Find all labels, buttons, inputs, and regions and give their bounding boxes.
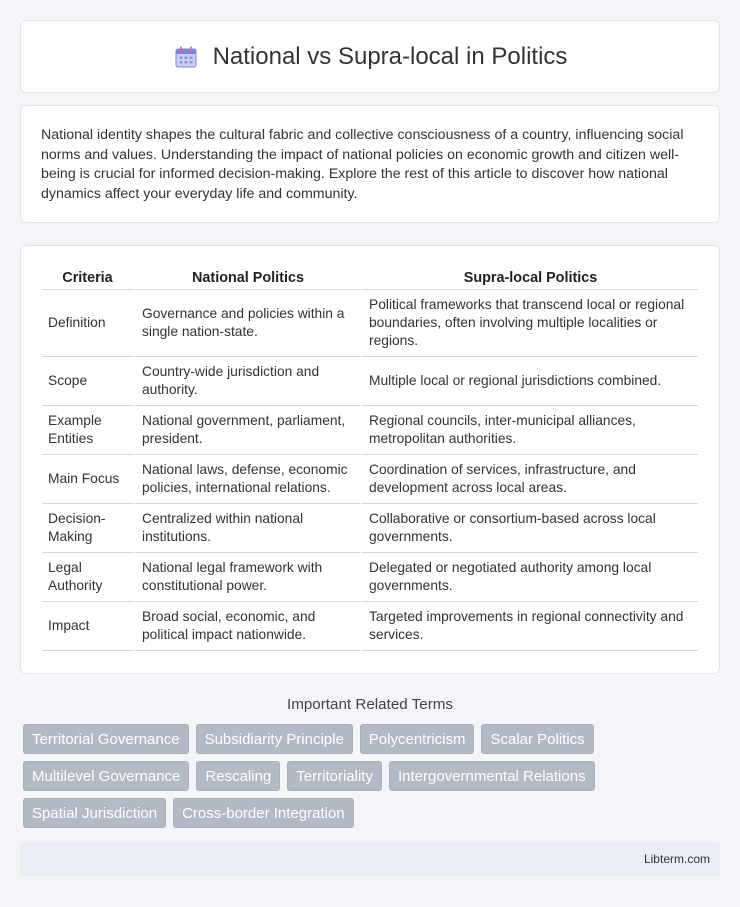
row-national: Broad social, economic, and political impact nationwide. xyxy=(133,602,360,651)
row-criteria: Decision-Making xyxy=(42,504,133,553)
related-terms-list xyxy=(20,724,720,828)
calendar-icon xyxy=(173,44,199,70)
table-row xyxy=(42,357,698,406)
related-term-tag[interactable]: Polycentricism xyxy=(360,724,475,754)
header-national: National Politics xyxy=(133,266,360,290)
row-national: Country-wide jurisdiction and authority. xyxy=(133,357,360,406)
related-term-tag[interactable]: Territorial Governance xyxy=(23,724,189,754)
related-term-tag[interactable]: Cross-border Integration xyxy=(173,798,354,828)
row-criteria: Impact xyxy=(42,602,133,651)
intro-text: National identity shapes the cultural fabric and collective consciousness of a country, influencing social norms and values. Understanding the impact of national policies on economic growth and citizen well-being is crucial for informed decision-making. Explore the rest of this article to discover how national dynamics affect your everyday life and community. xyxy=(41,127,684,202)
row-supra-local: Multiple local or regional jurisdictions combined. xyxy=(360,357,698,406)
comparison-table xyxy=(42,266,698,651)
related-term-tag[interactable]: Intergovernmental Relations xyxy=(389,761,595,791)
table-row xyxy=(42,602,698,651)
intro-card xyxy=(20,105,720,223)
related-term-tag[interactable]: Spatial Jurisdiction xyxy=(23,798,166,828)
row-criteria: Scope xyxy=(42,357,133,406)
header-criteria: Criteria xyxy=(42,266,133,290)
related-term-tag[interactable]: Scalar Politics xyxy=(481,724,593,754)
table-header-row xyxy=(42,266,698,290)
header-supra-local: Supra-local Politics xyxy=(360,266,698,290)
row-supra-local: Political frameworks that transcend local or regional boundaries, often involving multiple localities or regions. xyxy=(360,290,698,357)
row-criteria: Legal Authority xyxy=(42,553,133,602)
row-national: Centralized within national institutions. xyxy=(133,504,360,553)
related-terms-title: Important Related Terms xyxy=(286,696,453,713)
header-card xyxy=(20,20,720,93)
row-criteria: Definition xyxy=(42,290,133,357)
row-criteria: Main Focus xyxy=(42,455,133,504)
footer-brand[interactable]: Libterm.com xyxy=(643,852,710,866)
row-national: National legal framework with constitutional power. xyxy=(133,553,360,602)
row-supra-local: Coordination of services, infrastructure, and development across local areas. xyxy=(360,455,698,504)
related-term-tag[interactable]: Rescaling xyxy=(196,761,280,791)
related-term-tag[interactable]: Territoriality xyxy=(287,761,382,791)
table-row xyxy=(42,504,698,553)
table-row xyxy=(42,406,698,455)
row-supra-local: Delegated or negotiated authority among local governments. xyxy=(360,553,698,602)
table-row xyxy=(42,455,698,504)
table-row xyxy=(42,553,698,602)
page-title: National vs Supra-local in Politics xyxy=(212,42,568,70)
related-term-tag[interactable]: Multilevel Governance xyxy=(23,761,189,791)
row-supra-local: Regional councils, inter-municipal alliances, metropolitan authorities. xyxy=(360,406,698,455)
table-row xyxy=(42,290,698,357)
footer xyxy=(20,842,720,876)
row-supra-local: Targeted improvements in regional connectivity and services. xyxy=(360,602,698,651)
row-supra-local: Collaborative or consortium-based across local governments. xyxy=(360,504,698,553)
row-national: National government, parliament, president. xyxy=(133,406,360,455)
row-national: National laws, defense, economic policies, international relations. xyxy=(133,455,360,504)
comparison-table-card xyxy=(20,245,720,674)
row-national: Governance and policies within a single nation-state. xyxy=(133,290,360,357)
row-criteria: Example Entities xyxy=(42,406,133,455)
related-term-tag[interactable]: Subsidiarity Principle xyxy=(196,724,353,754)
